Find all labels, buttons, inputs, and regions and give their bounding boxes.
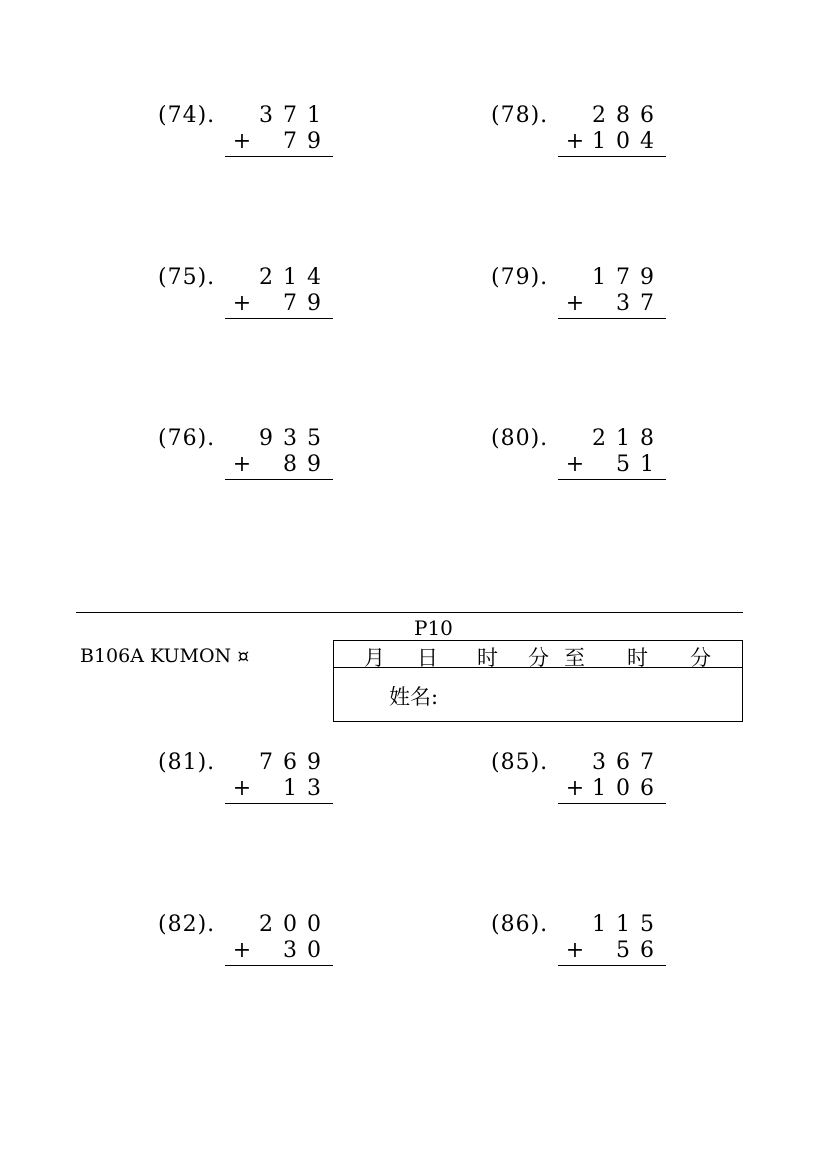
hour-label-2: 时: [627, 646, 648, 670]
digit: 6: [640, 938, 654, 963]
digit: 0: [307, 938, 321, 963]
digit: 3: [283, 426, 297, 451]
digit: 9: [307, 129, 321, 154]
digit: 1: [283, 265, 297, 290]
digit: 4: [640, 129, 654, 154]
digit: 1: [592, 129, 606, 154]
plus-sign: +: [232, 452, 252, 477]
problem-number: (79).: [491, 265, 549, 290]
plus-sign: +: [565, 129, 585, 154]
answer-line: [558, 803, 666, 804]
answer-line: [225, 965, 333, 966]
digit: 5: [640, 912, 654, 937]
digit: 4: [307, 265, 321, 290]
problem-75: [158, 265, 478, 335]
plus-sign: +: [565, 452, 585, 477]
problem-number: (75).: [158, 265, 216, 290]
digit: 1: [307, 103, 321, 128]
date-time-row: [334, 641, 742, 668]
digit: 1: [592, 912, 606, 937]
answer-line: [225, 479, 333, 480]
digit: 3: [307, 776, 321, 801]
to-label: 至: [564, 646, 585, 670]
problem-number: (80).: [491, 426, 549, 451]
digit: 5: [307, 426, 321, 451]
digit: 8: [640, 426, 654, 451]
hour-label: 时: [477, 646, 498, 670]
problem-74: [158, 103, 478, 173]
digit: 8: [283, 452, 297, 477]
digit: 9: [307, 291, 321, 316]
plus-sign: +: [232, 938, 252, 963]
answer-line: [558, 479, 666, 480]
digit: 1: [283, 776, 297, 801]
plus-sign: +: [565, 291, 585, 316]
plus-sign: +: [565, 938, 585, 963]
digit: 3: [283, 938, 297, 963]
month-label: 月: [364, 646, 385, 670]
page-tag: P10: [414, 616, 453, 640]
problem-number: (76).: [158, 426, 216, 451]
problem-81: [158, 750, 478, 820]
answer-line: [558, 318, 666, 319]
date-time-name-box: [333, 640, 743, 722]
digit: 7: [283, 103, 297, 128]
problem-85: [491, 750, 811, 820]
digit: 3: [259, 103, 273, 128]
digit: 0: [283, 912, 297, 937]
worksheet-code: B106A KUMON ¤: [80, 645, 250, 667]
digit: 6: [640, 103, 654, 128]
plus-sign: +: [565, 776, 585, 801]
digit: 6: [616, 750, 630, 775]
day-label: 日: [417, 646, 438, 670]
digit: 0: [616, 129, 630, 154]
digit: 2: [592, 103, 606, 128]
digit: 6: [283, 750, 297, 775]
digit: 7: [640, 750, 654, 775]
problem-number: (81).: [158, 750, 216, 775]
problem-number: (82).: [158, 912, 216, 937]
digit: 7: [640, 291, 654, 316]
answer-line: [225, 156, 333, 157]
problem-number: (86).: [491, 912, 549, 937]
answer-line: [558, 965, 666, 966]
digit: 7: [616, 265, 630, 290]
plus-sign: +: [232, 776, 252, 801]
digit: 1: [616, 912, 630, 937]
answer-line: [225, 803, 333, 804]
problem-number: (74).: [158, 103, 216, 128]
digit: 8: [616, 103, 630, 128]
digit: 1: [640, 452, 654, 477]
digit: 9: [640, 265, 654, 290]
minute-label: 分: [528, 646, 549, 670]
digit: 3: [592, 750, 606, 775]
digit: 3: [616, 291, 630, 316]
digit: 5: [616, 938, 630, 963]
problem-80: [491, 426, 811, 496]
digit: 0: [616, 776, 630, 801]
digit: 9: [307, 750, 321, 775]
digit: 7: [283, 291, 297, 316]
digit: 1: [592, 776, 606, 801]
problem-76: [158, 426, 478, 496]
problem-number: (85).: [491, 750, 549, 775]
digit: 0: [307, 912, 321, 937]
answer-line: [558, 156, 666, 157]
digit: 9: [307, 452, 321, 477]
problem-number: (78).: [491, 103, 549, 128]
digit: 5: [616, 452, 630, 477]
digit: 7: [259, 750, 273, 775]
digit: 1: [592, 265, 606, 290]
digit: 2: [259, 265, 273, 290]
digit: 2: [592, 426, 606, 451]
minute-label-2: 分: [690, 646, 711, 670]
problem-86: [491, 912, 811, 982]
problem-78: [491, 103, 811, 173]
page-divider: [76, 612, 743, 613]
digit: 1: [616, 426, 630, 451]
name-label: 姓名:: [389, 685, 439, 709]
digit: 9: [259, 426, 273, 451]
digit: 6: [640, 776, 654, 801]
answer-line: [225, 318, 333, 319]
plus-sign: +: [232, 129, 252, 154]
digit: 2: [259, 912, 273, 937]
plus-sign: +: [232, 291, 252, 316]
digit: 7: [283, 129, 297, 154]
problem-79: [491, 265, 811, 335]
problem-82: [158, 912, 478, 982]
